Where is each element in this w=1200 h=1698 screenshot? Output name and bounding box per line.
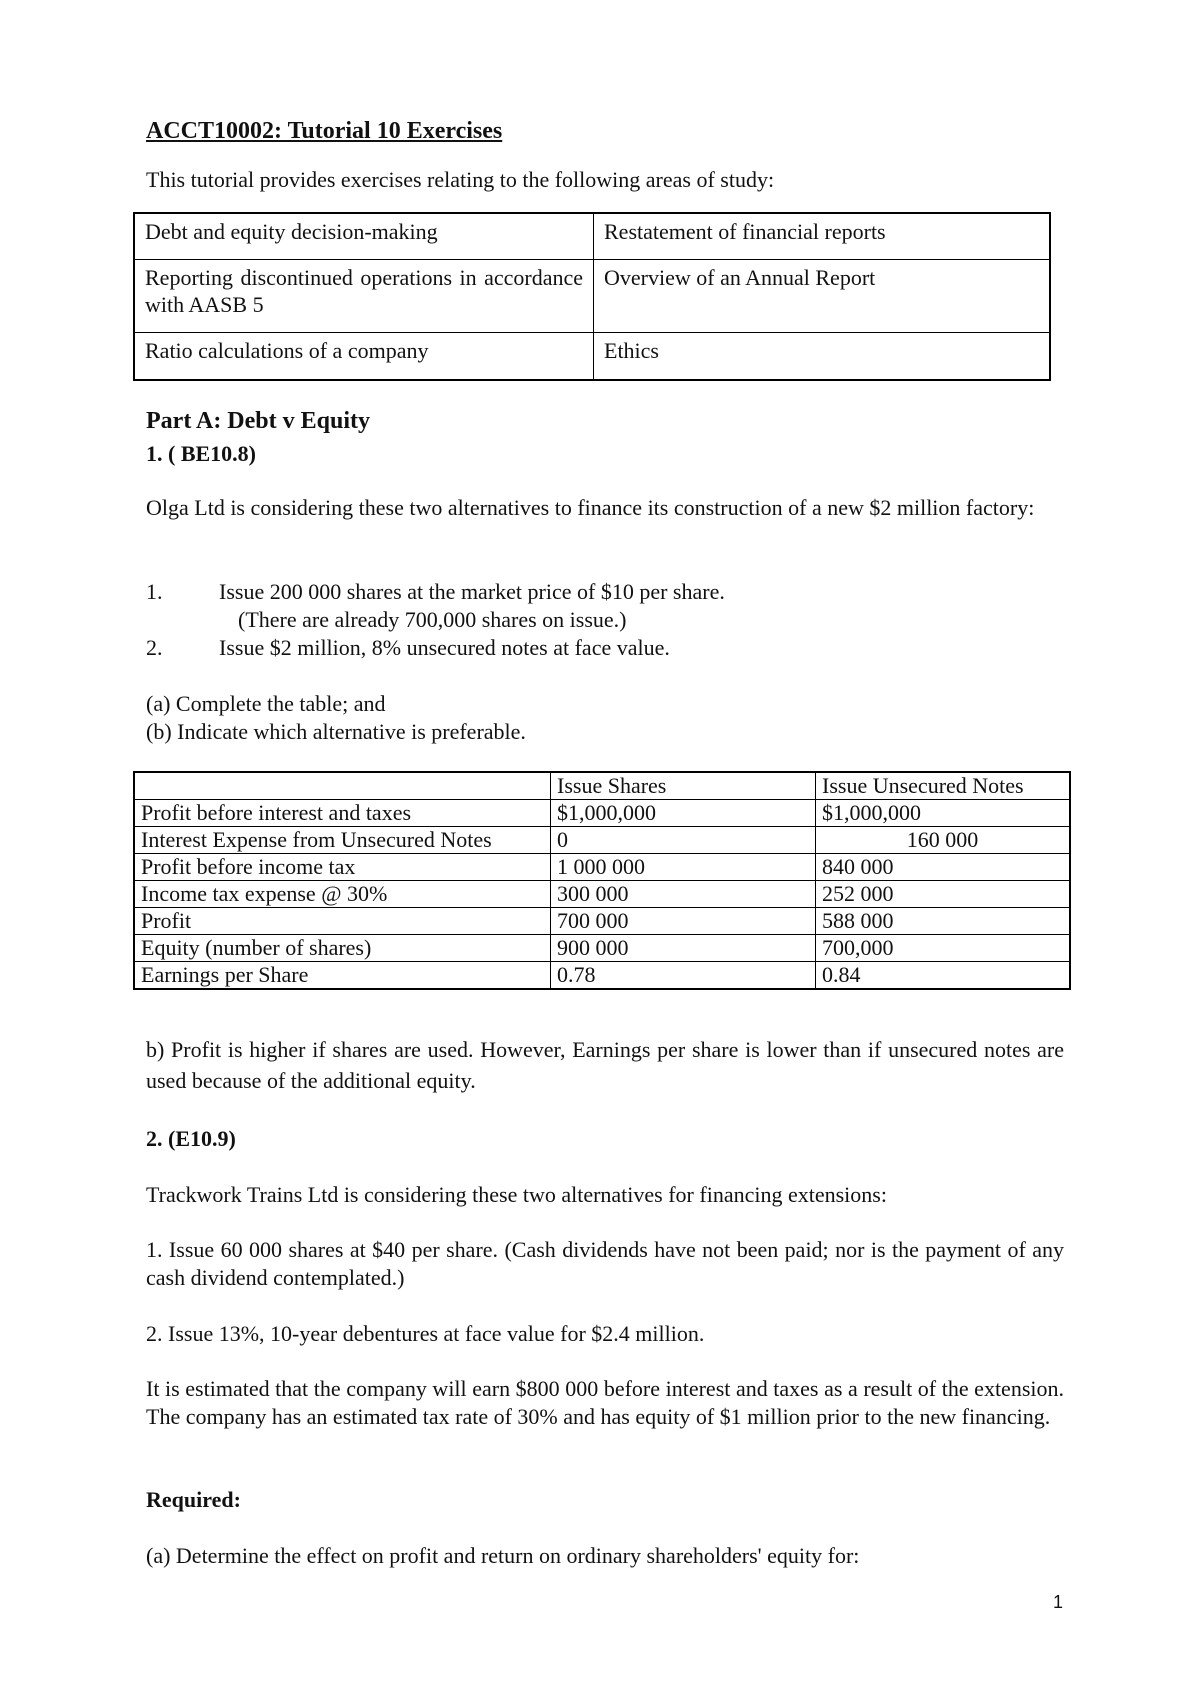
table-row [134,962,1070,990]
financing-table [133,771,1071,990]
table-cell: Ratio calculations of a company [134,333,594,381]
page-number: 1 [1053,1592,1064,1612]
table-cell: 840 000 [816,854,1071,881]
table-header: Issue Unsecured Notes [816,772,1071,800]
table-cell: 300 000 [551,881,816,908]
alt1-text: Issue 200 000 shares at the market price of $10 per share. [219,579,725,604]
table-cell: $1,000,000 [816,800,1071,827]
table-header [134,772,551,800]
table-cell: 700 000 [551,908,816,935]
table-cell: Profit [134,908,551,935]
question-1-number: 1. ( BE10.8) [146,441,256,466]
table-cell: Ethics [594,333,1051,381]
task-a: (a) Complete the table; and [146,691,386,716]
alt1-number: 1. [146,579,163,604]
table-cell: Profit before interest and taxes [134,800,551,827]
table-row [134,908,1070,935]
table-row [134,213,1050,260]
table-cell: 588 000 [816,908,1071,935]
table-cell: Debt and equity decision-making [134,213,594,260]
table-cell: 900 000 [551,935,816,962]
question-2-text: Trackwork Trains Ltd is considering these two alternatives for financing extensions: [146,1182,887,1207]
table-cell: Interest Expense from Unsecured Notes [134,827,551,854]
table-row [134,260,1050,333]
alt2-text: Issue $2 million, 8% unsecured notes at face value. [219,635,670,660]
alt1-note: (There are already 700,000 shares on issue.) [238,607,627,632]
table-row [134,881,1070,908]
study-areas-table [133,212,1051,381]
table-cell: 700,000 [816,935,1071,962]
table-cell: Restatement of financial reports [594,213,1051,260]
table-cell: 160 000 [816,827,1071,854]
alt2-number: 2. [146,635,163,660]
table-cell: 252 000 [816,881,1071,908]
table-header: Issue Shares [551,772,816,800]
required-a: (a) Determine the effect on profit and return on ordinary shareholders' equity for: [146,1543,860,1568]
table-cell: $1,000,000 [551,800,816,827]
table-cell: Reporting discontinued operations in accordance with AASB 5 [134,260,594,333]
table-cell: Profit before income tax [134,854,551,881]
table-row [134,935,1070,962]
table-cell: Overview of an Annual Report [594,260,1051,333]
answer-b: b) Profit is higher if shares are used. However, Earnings per share is lower than if unsecured notes are used because of the additional equity. [146,1037,1064,1093]
question-2-number: 2. (E10.9) [146,1126,236,1151]
task-b: (b) Indicate which alternative is preferable. [146,719,526,744]
question-1-text: Olga Ltd is considering these two alternatives to finance its construction of a new $2 million factory: [146,495,1035,520]
table-row [134,827,1070,854]
table-row [134,854,1070,881]
table-cell: Income tax expense @ 30% [134,881,551,908]
table-row [134,333,1050,381]
table-cell: 0.84 [816,962,1071,990]
table-cell: 1 000 000 [551,854,816,881]
q2-alt1: 1. Issue 60 000 shares at $40 per share. (Cash dividends have not been paid; nor is the payment of any cash dividend contemplated.) [146,1237,1064,1290]
document-title: ACCT10002: Tutorial 10 Exercises [146,118,503,144]
part-a-heading: Part A: Debt v Equity [146,408,370,434]
intro-text: This tutorial provides exercises relating to the following areas of study: [146,167,775,192]
table-cell: 0 [551,827,816,854]
q2-alt2: 2. Issue 13%, 10-year debentures at face value for $2.4 million. [146,1321,705,1346]
table-cell: Equity (number of shares) [134,935,551,962]
table-cell: 0.78 [551,962,816,990]
required-heading: Required: [146,1487,241,1512]
q2-estimate: It is estimated that the company will earn $800 000 before interest and taxes as a result of the extension. The company has an estimated tax rate of 30% and has equity of $1 million prior to the new financing. [146,1376,1064,1429]
table-row [134,800,1070,827]
table-header-row [134,772,1070,800]
table-cell: Earnings per Share [134,962,551,990]
